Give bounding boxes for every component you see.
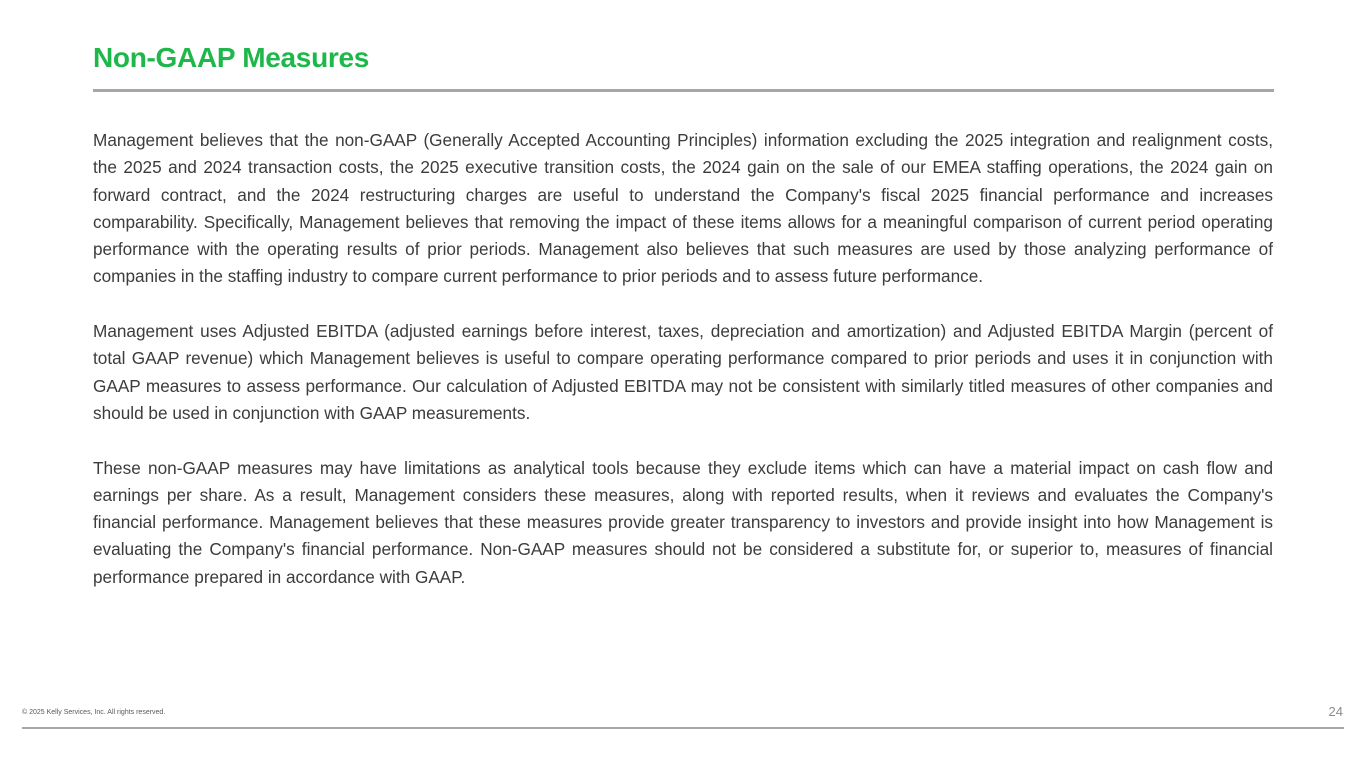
- title-divider: [93, 89, 1274, 92]
- slide-title: Non-GAAP Measures: [93, 42, 370, 73]
- body-text: [93, 127, 1273, 618]
- footer-copyright: © 2025 Kelly Services, Inc. All rights reserved.: [22, 709, 166, 716]
- paragraph-limitations: These non-GAAP measures may have limitations as analytical tools because they exclude items which can have a material impact on cash flow and earnings per share. As a result, Management considers these measures, along with reported results, when it reviews and evaluates the Company's financial performance. Management believes that these measures provide greater transparency to investors and provide insight into how Management is evaluating the Company's financial performance. Non-GAAP measures should not be considered a substitute for, or superior to, measures of financial performance prepared in accordance with GAAP.: [93, 457, 1273, 587]
- paragraph-adjusted-ebitda: Management uses Adjusted EBITDA (adjusted earnings before interest, taxes, depreciation and amortization) and Adjusted EBITDA Margin (percent of total GAAP revenue) which Management believes is useful to compare operating performance compared to prior periods and uses it in conjunction with GAAP measures to assess performance. Our calculation of Adjusted EBITDA may not be consistent with similarly titled measures of other companies and should be used in conjunction with GAAP measurements.: [93, 321, 1273, 423]
- page-number: 24: [1328, 704, 1343, 719]
- footer-divider: [22, 727, 1344, 729]
- paragraph-non-gaap-rationale: Management believes that the non-GAAP (Generally Accepted Accounting Principles) information excluding the 2025 integration and realignment costs, the 2025 and 2024 transaction costs, the 2025 executive transition costs, the 2024 gain on the sale of our EMEA staffing operations, the 2024 gain on forward contract, and the 2024 restructuring charges are useful to understand the Company's fiscal 2025 financial performance and increases comparability. Specifically, Management believes that removing the impact of these items allows for a meaningful comparison of current period operating performance with the operating results of prior periods. Management also believes that such measures are used by those analyzing performance of companies in the staffing industry to compare current performance to prior periods and to assess future performance.: [93, 130, 1273, 287]
